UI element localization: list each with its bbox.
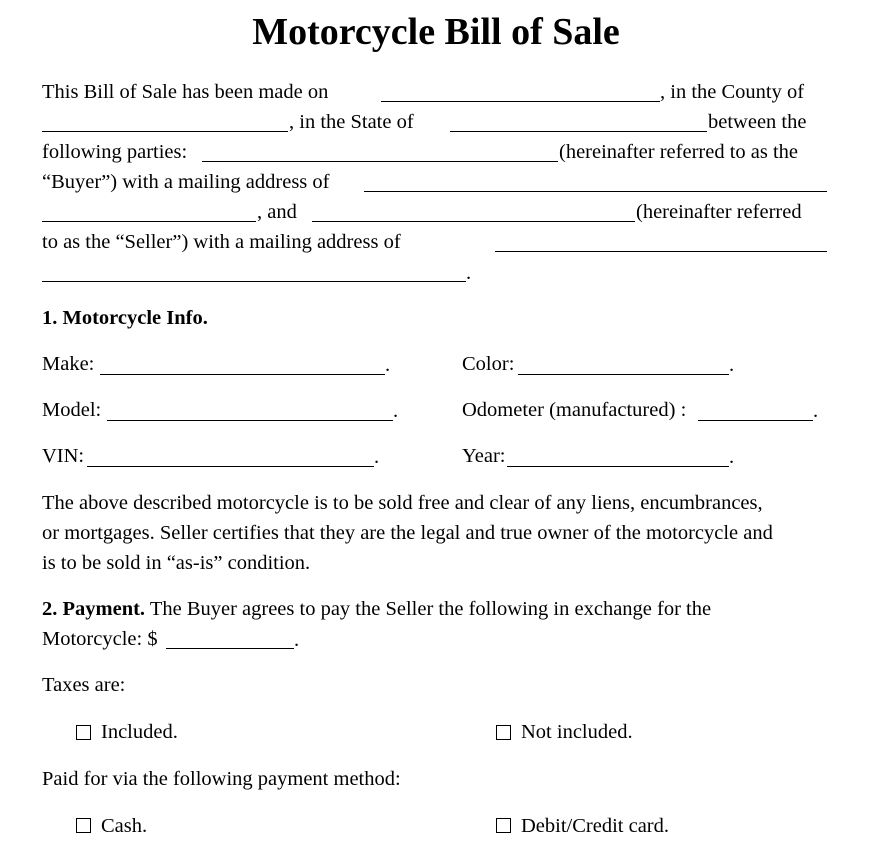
document-title: Motorcycle Bill of Sale	[252, 11, 620, 53]
year-blank[interactable]	[507, 466, 729, 467]
intro-text: “Buyer”) with a mailing address of	[42, 171, 330, 193]
intro-text: to as the “Seller”) with a mailing address of	[42, 231, 401, 253]
period: .	[729, 354, 735, 376]
payment-method-label: Paid for via the following payment method:	[42, 768, 401, 790]
intro-text: between the	[708, 111, 807, 133]
vin-blank[interactable]	[87, 466, 374, 467]
make-label: Make:	[42, 353, 95, 375]
intro-text: , in the County of	[660, 81, 805, 103]
taxes-included-checkbox[interactable]	[76, 725, 91, 740]
period: .	[385, 354, 391, 376]
vin-label: VIN:	[42, 445, 85, 467]
intro-text: , and	[257, 201, 297, 223]
taxes-not-included-checkbox[interactable]	[496, 725, 511, 740]
odometer-blank[interactable]	[698, 420, 813, 421]
seller-address-blank[interactable]	[495, 251, 827, 252]
taxes-not-included-label: Not included.	[521, 721, 633, 743]
intro-text: This Bill of Sale has been made on	[42, 81, 329, 103]
intro-text: (hereinafter referred to as the	[559, 141, 799, 163]
payment-text: The Buyer agrees to pay the Seller the following in exchange for the	[145, 598, 712, 620]
payment-amount-blank[interactable]	[166, 648, 294, 649]
conditions-text: or mortgages. Seller certifies that they are the legal and true owner of the motorcycle and	[42, 522, 773, 544]
seller-address-blank-2[interactable]	[42, 281, 466, 282]
intro-text: , in the State of	[289, 111, 414, 133]
odometer-label: Odometer (manufactured) :	[462, 399, 687, 421]
period: .	[294, 629, 300, 651]
make-blank[interactable]	[100, 374, 385, 375]
period: .	[393, 400, 399, 422]
color-label: Color:	[462, 353, 515, 375]
section-2-heading: 2. Payment.	[42, 598, 146, 620]
county-blank[interactable]	[42, 131, 288, 132]
date-blank[interactable]	[381, 101, 660, 102]
buyer-address-blank-2[interactable]	[42, 221, 256, 222]
model-label: Model:	[42, 399, 102, 421]
model-blank[interactable]	[107, 420, 393, 421]
year-label: Year:	[462, 445, 506, 467]
card-checkbox[interactable]	[496, 818, 511, 833]
buyer-address-blank[interactable]	[364, 191, 827, 192]
taxes-included-label: Included.	[101, 721, 178, 743]
cash-label: Cash.	[101, 815, 148, 837]
buyer-name-blank[interactable]	[202, 161, 558, 162]
section-1-heading: 1. Motorcycle Info.	[42, 307, 208, 329]
payment-line	[42, 596, 711, 622]
intro-text: .	[466, 262, 472, 284]
cash-checkbox[interactable]	[76, 818, 91, 833]
seller-name-blank[interactable]	[312, 221, 635, 222]
state-blank[interactable]	[450, 131, 707, 132]
card-label: Debit/Credit card.	[521, 815, 670, 837]
period: .	[729, 446, 735, 468]
color-blank[interactable]	[518, 374, 729, 375]
intro-text: following parties:	[42, 141, 188, 163]
payment-amount-label: Motorcycle: $	[42, 628, 158, 650]
taxes-label: Taxes are:	[42, 674, 126, 696]
conditions-text: is to be sold in “as-is” condition.	[42, 552, 311, 574]
period: .	[374, 446, 380, 468]
conditions-text: The above described motorcycle is to be sold free and clear of any liens, encumbrances,	[42, 492, 763, 514]
period: .	[813, 400, 819, 422]
intro-text: (hereinafter referred	[636, 201, 802, 223]
